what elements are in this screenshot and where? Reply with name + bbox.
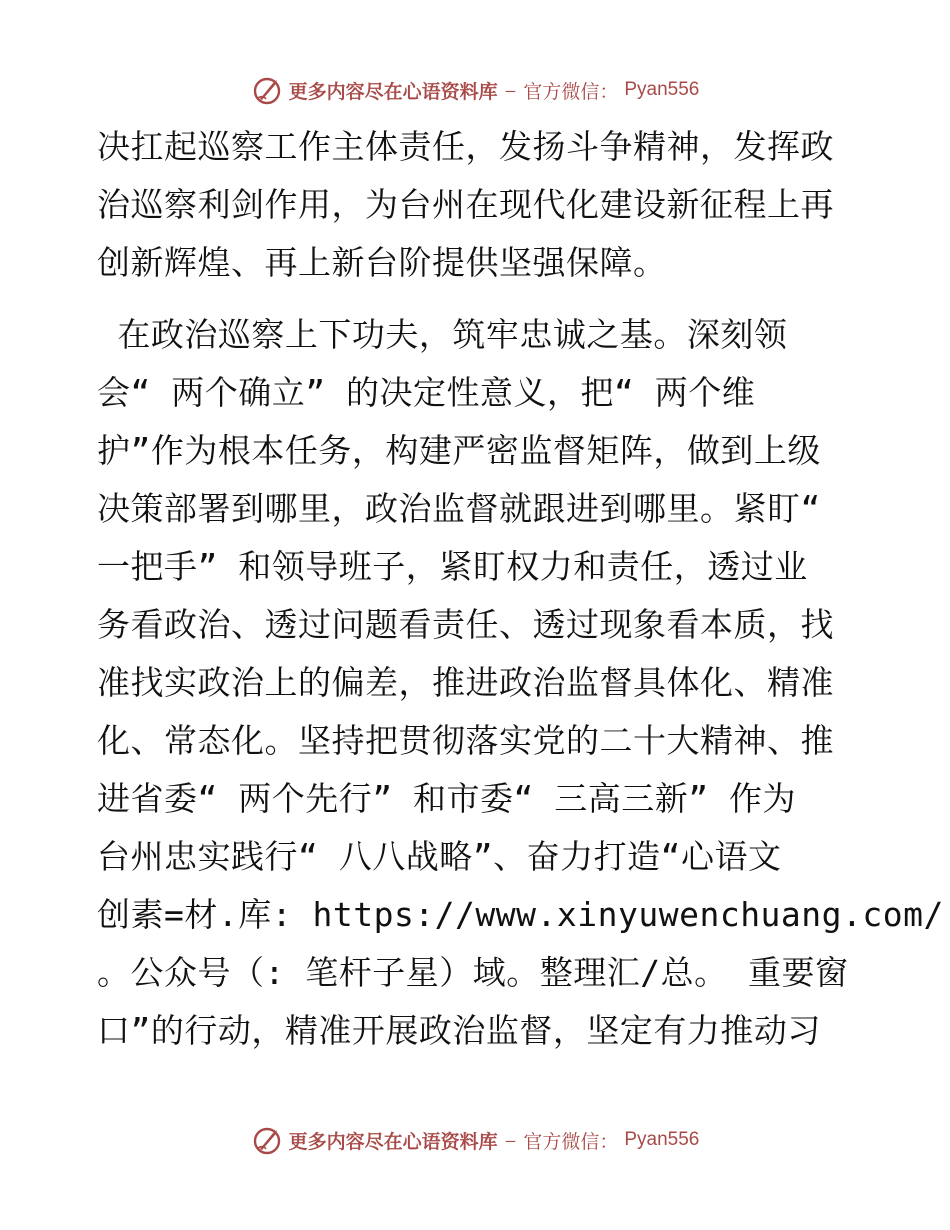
text-line: 一把手” 和领导班子，紧盯权力和责任，透过业 — [97, 547, 808, 586]
page-header-banner — [0, 70, 950, 110]
text-line: 治巡察利剑作用，为台州在现代化建设新征程上再 — [97, 185, 834, 224]
text-line: 护”作为根本任务，构建严密监督矩阵，做到上级 — [97, 431, 821, 470]
pen-quill-icon — [251, 1124, 283, 1156]
text-line: 台州忠实践行“ 八八战略”、奋力打造“心语文 — [97, 837, 782, 876]
text-line: 在政治巡察上下功夫，筑牢忠诚之基。深刻领 — [97, 315, 788, 354]
text-line: 决策部署到哪里，政治监督就跟进到哪里。紧盯“ — [97, 489, 821, 528]
text-line: 创新辉煌、再上新台阶提供坚强保障。 — [97, 243, 667, 282]
text-line: 进省委“ 两个先行” 和市委“ 三高三新” 作为 — [97, 779, 796, 818]
footer-site-text: 更多内容尽在心语资料库 — [288, 1130, 498, 1153]
text-line-url: 创素=材.库: https://www.xinyuwenchuang.com/ — [97, 895, 944, 934]
text-line: 口”的行动，精准开展政治监督，坚定有力推动习 — [97, 1011, 821, 1050]
header-wechat-label: 官方微信： — [523, 80, 619, 103]
footer-wechat-id: Pyan556 — [624, 1129, 700, 1150]
paragraph-2 — [97, 306, 944, 1060]
text-line: 会“ 两个确立” 的决定性意义，把“ 两个维 — [97, 373, 756, 412]
header-wechat-id: Pyan556 — [624, 79, 700, 100]
paragraph-1 — [97, 118, 857, 292]
text-line: 化、常态化。坚持把贯彻落实党的二十大精神、推 — [97, 721, 834, 760]
pen-quill-icon — [251, 74, 283, 106]
footer-wechat-label: 官方微信： — [523, 1130, 619, 1153]
page-footer-banner — [0, 1120, 950, 1160]
header-dash: — — [505, 80, 516, 100]
text-line: 决扛起巡察工作主体责任，发扬斗争精神，发挥政 — [97, 127, 834, 166]
text-line: 务看政治、透过问题看责任、透过现象看本质，找 — [97, 605, 834, 644]
footer-dash: — — [505, 1130, 516, 1150]
text-line: 。公众号（: 笔杆子星）域。整理汇/总。 重要窗 — [97, 953, 849, 992]
header-site-text: 更多内容尽在心语资料库 — [288, 80, 498, 103]
document-body — [97, 118, 944, 1060]
text-line: 准找实政治上的偏差，推进政治监督具体化、精准 — [97, 663, 834, 702]
